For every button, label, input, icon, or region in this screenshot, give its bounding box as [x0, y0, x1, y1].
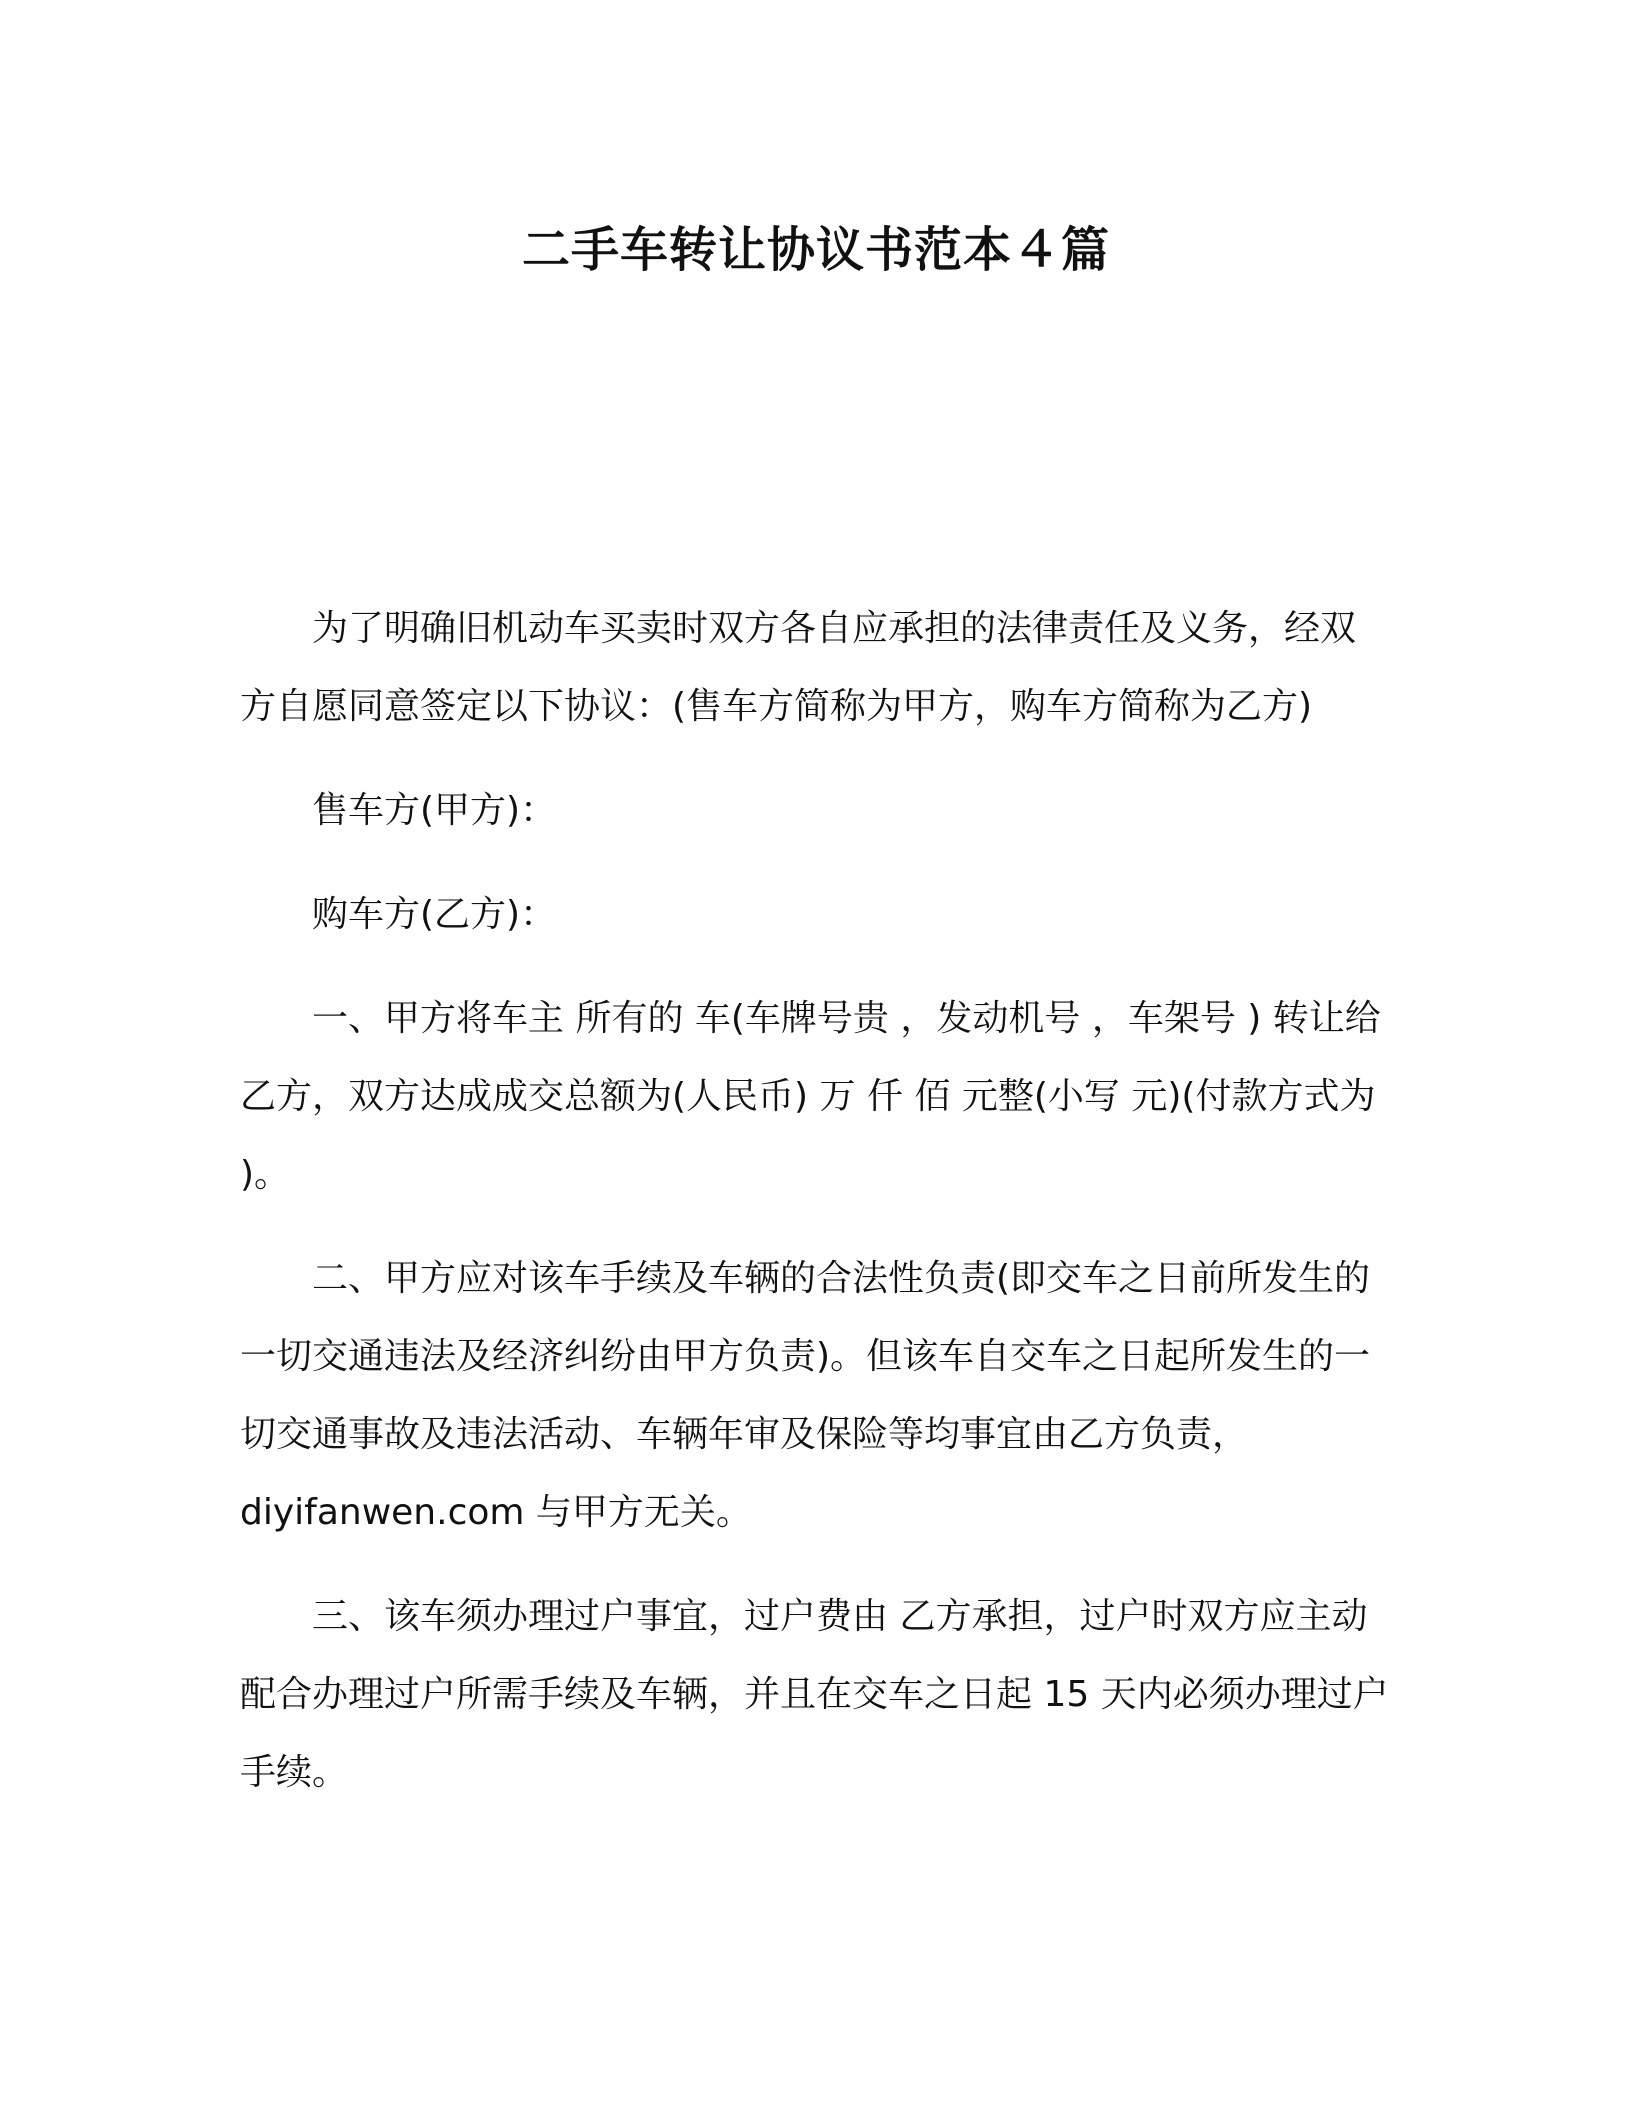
paragraph-clause-2: 二、甲方应对该车手续及车辆的合法性负责(即交车之日前所发生的一切交通违法及经济纠纷由甲方负责)。但该车自交车之日起所发生的一切交通事故及违法活动、车辆年审及保险等均事宜由乙方负责，diyifanwen.com 与甲方无关。: [240, 1258, 1371, 1533]
document-body: [240, 590, 1390, 1812]
paragraph-seller: 售车方(甲方)：: [312, 790, 557, 831]
paragraph-clause-1: 一、甲方将车主 所有的 车(车牌号贵 ，发动机号 ，车架号 ) 转让给乙方，双方达成成交总额为(人民币) 万 仟 佰 元整(小写 元)(付款方式为 )。: [240, 998, 1381, 1195]
paragraph-intro: 为了明确旧机动车买卖时双方各自应承担的法律责任及义务，经双方自愿同意签定以下协议：(售车方简称为甲方，购车方简称为乙方): [240, 608, 1357, 727]
paragraph-buyer: 购车方(乙方)：: [312, 894, 557, 935]
document-title: 二手车转让协议书范本４篇: [521, 222, 1110, 278]
paragraph-clause-3: 三、该车须办理过户事宜，过户费由 乙方承担，过户时双方应主动配合办理过户所需手续及车辆，并且在交车之日起 15 天内必须办理过户手续。: [240, 1596, 1389, 1793]
